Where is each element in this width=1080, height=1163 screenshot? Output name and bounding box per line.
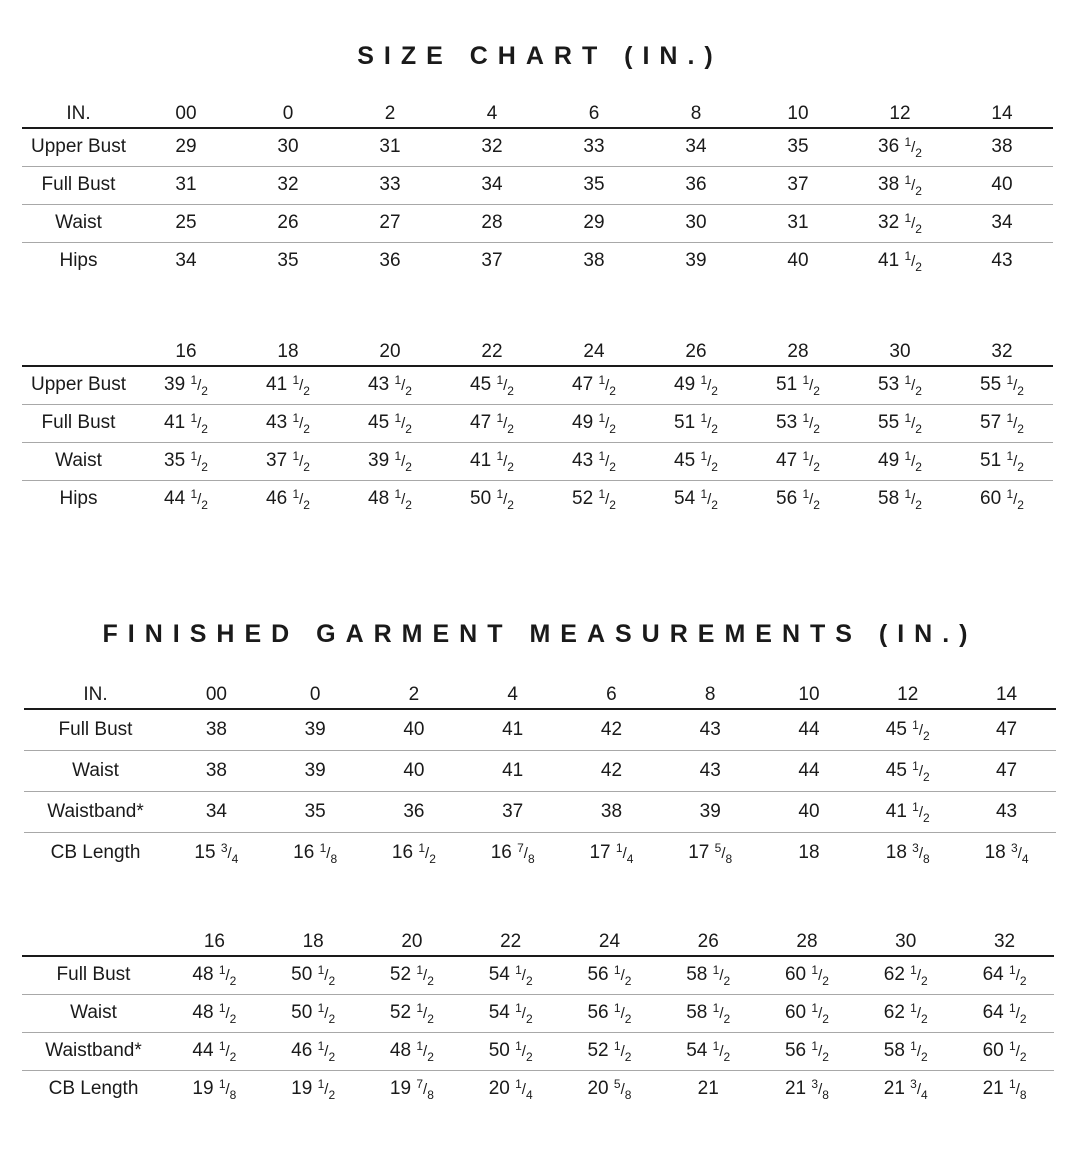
measurement-cell: 60 $^1/_2$: [784, 1001, 829, 1026]
measurement-cell: 55 $^1/_2$: [878, 411, 922, 436]
measurement-cell: 18: [798, 841, 820, 863]
header-size-cell: 30: [889, 341, 911, 362]
measurement-cell: 33: [379, 174, 401, 195]
header-size-cell: 6: [588, 103, 600, 124]
measurement-cell: 36 $^1/_2$: [878, 135, 922, 161]
size-chart-title: SIZE CHART (IN.): [357, 42, 723, 70]
measurement-cell: 40: [403, 759, 425, 781]
measurement-cell: 35: [787, 136, 809, 158]
header-size-cell: 24: [583, 341, 605, 362]
measurement-cell: 54 $^1/_2$: [488, 1001, 533, 1026]
measurement-cell: 60 $^1/_2$: [784, 963, 829, 989]
header-size-cell: 26: [685, 341, 707, 362]
measurement-cell: 42: [600, 718, 623, 740]
header-size-cell: 4: [486, 103, 498, 124]
measurement-cell: 43: [699, 759, 721, 781]
header-size-cell: 00: [175, 103, 197, 124]
measurement-cell: 21 $^3/_8$: [784, 1077, 829, 1103]
measurement-cell: 52 $^1/_2$: [389, 963, 434, 989]
measurement-cell: 57 $^1/_2$: [980, 411, 1024, 436]
measurement-cell: 19 $^7/_8$: [389, 1077, 434, 1103]
measurement-cell: 56 $^1/_2$: [587, 1001, 632, 1026]
measurement-cell: 55 $^1/_2$: [980, 373, 1024, 399]
measurement-cell: 50 $^1/_2$: [488, 1039, 533, 1064]
measurement-cell: 40: [798, 800, 820, 822]
header-size-cell: 22: [500, 931, 522, 952]
finished-garment-title: FINISHED GARMENT MEASUREMENTS (IN.): [102, 620, 978, 648]
measurement-cell: 49 $^1/_2$: [878, 449, 922, 474]
header-size-cell: 32: [993, 931, 1016, 952]
measurement-cell: 50 $^1/_2$: [291, 1001, 336, 1026]
measurement-cell: 38: [205, 759, 227, 781]
header-size-cell: 18: [277, 341, 299, 362]
measurement-cell: 51 $^1/_2$: [674, 411, 718, 436]
row-label: Waistband*: [47, 800, 144, 822]
measurement-cell: 35: [304, 800, 326, 822]
measurement-cell: 38: [991, 136, 1013, 158]
measurement-cell: 49 $^1/_2$: [572, 411, 616, 436]
row-label: Waistband*: [45, 1040, 142, 1061]
measurement-cell: 31: [175, 174, 197, 195]
measurement-cell: 37: [787, 174, 809, 195]
measurement-cell: 45 $^1/_2$: [368, 411, 412, 436]
header-size-cell: 18: [302, 931, 324, 952]
measurement-cell: 15 $^3/_4$: [194, 840, 239, 866]
row-label: Waist: [55, 212, 102, 233]
row-label: CB Length: [50, 841, 141, 863]
table-header-row: [22, 924, 1054, 956]
header-unit-cell: [22, 334, 135, 366]
table-row: [24, 791, 1056, 832]
row-label: Hips: [59, 488, 98, 510]
measurement-cell: 40: [787, 250, 809, 272]
measurement-cell: 30: [685, 212, 707, 233]
table-row: [22, 1070, 1054, 1108]
header-size-cell: 16: [203, 931, 225, 952]
measurement-cell: 53 $^1/_2$: [878, 373, 922, 399]
header-size-cell: 30: [895, 931, 917, 952]
measurement-cell: 44: [798, 718, 820, 740]
measurement-cell: 54 $^1/_2$: [674, 487, 718, 513]
measurement-cell: 47 $^1/_2$: [776, 449, 820, 474]
measurement-cell: 47 $^1/_2$: [572, 373, 616, 399]
measurement-cell: 31: [379, 136, 401, 158]
measurement-cell: 52 $^1/_2$: [572, 487, 616, 513]
table-row: [22, 128, 1053, 166]
header-size-cell: 6: [606, 684, 617, 705]
measurement-cell: 30: [277, 136, 299, 158]
header-size-cell: 14: [991, 103, 1013, 124]
measurement-cell: 48 $^1/_2$: [389, 1039, 434, 1064]
measurement-cell: 37: [502, 800, 524, 822]
measurement-cell: 51 $^1/_2$: [980, 449, 1024, 474]
measurement-cell: 54 $^1/_2$: [488, 963, 533, 989]
measurement-cell: 26: [277, 212, 299, 233]
measurement-cell: 41 $^1/_2$: [470, 449, 514, 474]
table-row: [24, 750, 1056, 791]
measurement-cell: 53 $^1/_2$: [776, 411, 820, 436]
measurement-cell: 43: [995, 800, 1018, 822]
measurement-cell: 39: [685, 250, 707, 272]
measurement-cell: 41 $^1/_2$: [885, 799, 930, 825]
table-header-row: [24, 677, 1056, 709]
measurement-cell: 38: [600, 800, 623, 822]
measurement-cell: 64 $^1/_2$: [982, 963, 1027, 989]
row-label: Hips: [59, 250, 98, 272]
measurement-cell: 16 $^7/_8$: [490, 840, 535, 866]
measurement-cell: 16 $^1/_8$: [293, 840, 338, 866]
measurement-cell: 29: [175, 136, 197, 158]
measurement-cell: 36: [379, 250, 401, 272]
header-size-cell: 8: [690, 103, 702, 124]
table-header-row: [22, 96, 1053, 128]
measurement-cell: 48 $^1/_2$: [192, 1001, 237, 1026]
garment-table-small-sizes: [24, 677, 1056, 873]
measurement-cell: 35 $^1/_2$: [164, 449, 208, 474]
header-size-cell: 20: [401, 931, 423, 952]
measurement-cell: 58 $^1/_2$: [686, 963, 731, 989]
measurement-cell: 20 $^5/_8$: [587, 1077, 632, 1103]
header-size-cell: 2: [384, 103, 396, 124]
measurement-cell: 52 $^1/_2$: [587, 1039, 632, 1064]
measurement-cell: 21 $^3/_4$: [883, 1077, 928, 1103]
measurement-cell: 58 $^1/_2$: [878, 487, 922, 513]
row-label: Full Bust: [41, 412, 116, 433]
header-size-cell: 32: [991, 341, 1013, 362]
row-label: Upper Bust: [30, 374, 127, 396]
measurement-cell: 40: [991, 174, 1013, 195]
measurement-cell: 41: [502, 718, 524, 740]
measurement-cell: 19 $^1/_2$: [291, 1077, 336, 1103]
measurement-cell: 33: [583, 136, 605, 158]
measurement-cell: 47 $^1/_2$: [470, 411, 514, 436]
header-size-cell: 12: [897, 684, 919, 705]
table-row: [22, 1032, 1054, 1070]
header-size-cell: 12: [889, 103, 911, 124]
table-row: [22, 166, 1053, 204]
measurement-cell: 37 $^1/_2$: [266, 449, 310, 474]
measurement-cell: 34: [205, 800, 227, 822]
measurement-cell: 50 $^1/_2$: [470, 487, 514, 513]
measurement-cell: 19 $^1/_8$: [192, 1077, 237, 1103]
measurement-cell: 41 $^1/_2$: [878, 249, 922, 275]
measurement-cell: 35: [277, 250, 299, 272]
row-label: Full Bust: [41, 174, 116, 195]
header-size-cell: 0: [282, 103, 294, 124]
table-row: [22, 242, 1053, 280]
measurement-cell: 37: [481, 250, 503, 272]
measurement-cell: 62 $^1/_2$: [883, 1001, 928, 1026]
measurement-cell: 48 $^1/_2$: [192, 963, 237, 989]
measurement-cell: 58 $^1/_2$: [686, 1001, 731, 1026]
measurement-cell: 47: [995, 718, 1018, 740]
measurement-cell: 45 $^1/_2$: [885, 758, 930, 784]
measurement-cell: 39 $^1/_2$: [368, 449, 412, 474]
measurement-cell: 49 $^1/_2$: [674, 373, 718, 399]
measurement-cell: 60 $^1/_2$: [982, 1039, 1027, 1064]
measurement-cell: 46 $^1/_2$: [291, 1039, 336, 1064]
measurement-cell: 25: [175, 212, 197, 233]
row-label: Full Bust: [58, 718, 133, 740]
table-row: [24, 832, 1056, 873]
measurement-cell: 34: [175, 250, 197, 272]
measurement-cell: 42: [600, 759, 623, 781]
measurement-cell: 56 $^1/_2$: [784, 1039, 829, 1064]
measurement-cell: 60 $^1/_2$: [980, 487, 1024, 513]
measurement-cell: 56 $^1/_2$: [587, 963, 632, 989]
measurement-cell: 44 $^1/_2$: [164, 487, 208, 513]
measurement-cell: 43 $^1/_2$: [368, 373, 412, 399]
header-unit-cell: [22, 924, 165, 956]
measurement-cell: 56 $^1/_2$: [776, 487, 820, 513]
measurement-cell: 38: [583, 250, 605, 272]
header-size-cell: 22: [481, 341, 503, 362]
measurement-cell: 43 $^1/_2$: [572, 449, 616, 474]
garment-table-large-sizes: [22, 924, 1054, 1108]
header-size-cell: 24: [598, 931, 621, 952]
measurement-cell: 39: [304, 718, 326, 740]
header-size-cell: 8: [704, 684, 716, 705]
header-size-cell: 0: [309, 684, 321, 705]
header-size-cell: 16: [175, 341, 197, 362]
row-label: Waist: [72, 759, 119, 781]
measurement-cell: 36: [685, 174, 707, 195]
measurement-cell: 34: [481, 174, 503, 195]
header-size-cell: 00: [205, 684, 227, 705]
measurement-cell: 36: [403, 800, 425, 822]
row-label: Waist: [55, 450, 102, 471]
row-label: Upper Bust: [30, 136, 127, 158]
measurement-cell: 52 $^1/_2$: [389, 1001, 434, 1026]
measurement-cell: 20 $^1/_4$: [488, 1077, 533, 1103]
measurement-cell: 35: [583, 174, 605, 195]
header-unit-cell: IN.: [66, 103, 91, 124]
table-row: [22, 404, 1053, 442]
measurement-cell: 34: [991, 212, 1013, 233]
measurement-cell: 44 $^1/_2$: [192, 1039, 237, 1064]
measurement-cell: 46 $^1/_2$: [266, 487, 310, 513]
measurement-cell: 28: [481, 212, 503, 233]
measurement-cell: 45 $^1/_2$: [470, 373, 514, 399]
measurement-cell: 64 $^1/_2$: [982, 1001, 1027, 1026]
measurement-cell: 43: [699, 718, 721, 740]
measurement-cell: 44: [798, 759, 820, 781]
measurement-cell: 43 $^1/_2$: [266, 411, 310, 436]
table-row: [22, 442, 1053, 480]
measurement-cell: 31: [787, 212, 809, 233]
measurement-cell: 18 $^3/_8$: [885, 840, 930, 866]
measurement-cell: 54 $^1/_2$: [686, 1039, 731, 1064]
size-chart-table-small-sizes: [22, 96, 1053, 280]
measurement-cell: 41: [502, 759, 524, 781]
measurement-cell: 43: [991, 250, 1013, 272]
header-size-cell: 10: [798, 684, 820, 705]
measurement-cell: 17 $^5/_8$: [688, 840, 733, 866]
measurement-cell: 27: [379, 212, 401, 233]
table-row: [22, 994, 1054, 1032]
measurement-cell: 18 $^3/_4$: [984, 840, 1029, 866]
table-row: [22, 956, 1054, 994]
header-size-cell: 28: [787, 341, 809, 362]
measurement-cell: 39 $^1/_2$: [164, 373, 208, 399]
measurement-cell: 58 $^1/_2$: [883, 1039, 928, 1064]
measurement-cell: 32: [481, 136, 503, 158]
header-size-cell: 26: [697, 931, 719, 952]
measurement-cell: 32: [277, 174, 299, 195]
header-size-cell: 10: [787, 103, 809, 124]
measurement-cell: 38: [205, 718, 227, 740]
measurement-cell: 41 $^1/_2$: [164, 411, 208, 436]
measurement-cell: 47: [995, 759, 1018, 781]
row-label: Full Bust: [56, 964, 131, 986]
measurement-cell: 34: [685, 136, 707, 158]
table-row: [22, 204, 1053, 242]
measurement-cell: 17 $^1/_4$: [589, 840, 634, 866]
row-label: Waist: [70, 1002, 117, 1023]
measurement-cell: 40: [403, 718, 425, 740]
measurement-cell: 50 $^1/_2$: [291, 963, 336, 989]
table-header-row: [22, 334, 1053, 366]
header-size-cell: 14: [995, 684, 1018, 705]
measurement-cell: 48 $^1/_2$: [368, 487, 412, 513]
size-chart-table-large-sizes: [22, 334, 1053, 518]
header-size-cell: 4: [507, 684, 518, 705]
measurement-cell: 45 $^1/_2$: [885, 717, 930, 743]
measurement-cell: 41 $^1/_2$: [266, 373, 310, 399]
measurement-cell: 39: [699, 800, 721, 822]
header-size-cell: 2: [408, 684, 420, 705]
header-unit-cell: IN.: [83, 684, 108, 705]
table-row: [22, 480, 1053, 518]
table-row: [22, 366, 1053, 404]
measurement-cell: 45 $^1/_2$: [674, 449, 718, 474]
measurement-cell: 32 $^1/_2$: [878, 211, 922, 236]
measurement-cell: 21: [697, 1078, 719, 1100]
measurement-cell: 51 $^1/_2$: [776, 373, 820, 399]
measurement-cell: 21 $^1/_8$: [982, 1077, 1027, 1103]
measurement-cell: 38 $^1/_2$: [878, 173, 922, 198]
measurement-cell: 16 $^1/_2$: [391, 840, 436, 866]
row-label: CB Length: [48, 1078, 139, 1100]
measurement-cell: 29: [583, 212, 605, 233]
measurement-cell: 39: [304, 759, 326, 781]
header-size-cell: 20: [379, 341, 401, 362]
table-row: [24, 709, 1056, 750]
header-size-cell: 28: [796, 931, 818, 952]
measurement-cell: 62 $^1/_2$: [883, 963, 928, 989]
